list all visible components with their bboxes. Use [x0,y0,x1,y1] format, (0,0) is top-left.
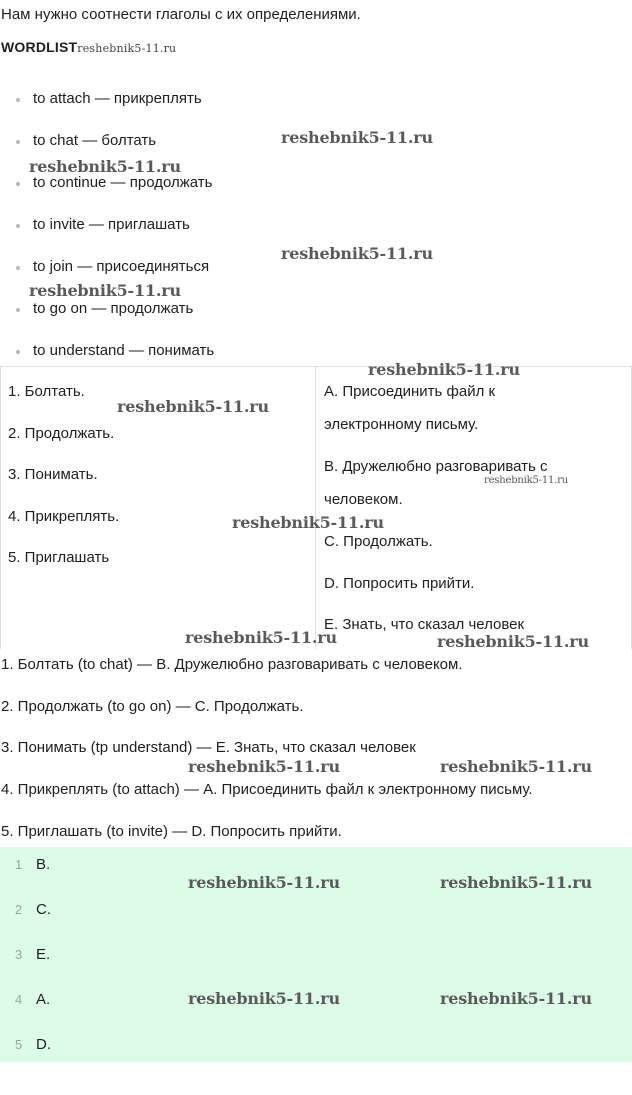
wordlist-item: to go on — продолжать [33,300,194,317]
watermark: reshebnik5-11.ru [29,281,181,300]
answer-key-number: 1 [15,857,23,872]
answer-key-letter: B. [36,856,51,873]
wordlist-item: to understand — понимать [33,342,215,359]
watermark: reshebnik5-11.ru [440,873,592,892]
intro-text: Нам нужно соотнести глаголы с их определениями. [1,6,361,23]
matching-table [0,366,632,649]
answer-key-number: 3 [15,947,23,962]
watermark: reshebnik5-11.ru [188,989,340,1008]
watermark: reshebnik5-11.ru [185,628,337,647]
table-cell: E. Знать, что сказал человек [324,616,525,633]
wordlist-item: to join — присоединяться [33,258,210,275]
answer-key-number: 2 [15,902,23,917]
answer-line: 5. Приглашать (to invite) — D. Попросить прийти. [1,823,342,840]
table-cell: 1. Болтать. [8,383,85,400]
watermark: reshebnik5-11.ru [437,632,589,651]
watermark: reshebnik5-11.ru [188,757,340,776]
heading-title: WORDLIST [1,39,78,55]
wordlist-item: to attach — прикреплять [33,90,202,107]
watermark: reshebnik5-11.ru [232,513,384,532]
table-cell: 2. Продолжать. [8,425,115,442]
watermark: reshebnik5-11.ru [29,157,181,176]
answer-line: 4. Прикреплять (to attach) — A. Присоединить файл к электронному письму. [1,781,533,798]
watermark: reshebnik5-11.ru [188,873,340,892]
answer-key-letter: A. [36,991,51,1008]
table-col-definitions [315,367,632,649]
watermark: reshebnik5-11.ru [440,989,592,1008]
wordlist-item: to continue — продолжать [33,174,213,191]
watermark: reshebnik5-11.ru [281,244,433,263]
heading-site: reshebnik5-11.ru [77,42,177,55]
table-cell: 3. Понимать. [8,466,98,483]
answer-key-number: 5 [15,1037,23,1052]
wordlist-item: to invite — приглашать [33,216,190,233]
table-cell: D. Попросить прийти. [324,575,475,592]
table-cell: человеком. [324,491,403,508]
watermark: reshebnik5-11.ru [368,360,520,379]
table-cell: B. Дружелюбно разговаривать с [324,458,548,475]
answer-line: 3. Понимать (tp understand) — E. Знать, что сказал человек [1,739,416,756]
watermark: reshebnik5-11.ru [117,397,269,416]
table-cell: A. Присоединить файл к [324,383,496,400]
wordlist-item: to chat — болтать [33,132,157,149]
table-cell: 4. Прикреплять. [8,508,120,525]
watermark: reshebnik5-11.ru [484,475,568,486]
watermark: reshebnik5-11.ru [281,128,433,147]
answer-line: 1. Болтать (to chat) — B. Дружелюбно разговаривать с человеком. [1,656,463,673]
answer-line: 2. Продолжать (to go on) — C. Продолжать. [1,698,304,715]
answer-key-letter: C. [36,901,51,918]
answer-key-letter: E. [36,946,51,963]
answer-key-letter: D. [36,1036,51,1053]
watermark: reshebnik5-11.ru [440,757,592,776]
table-cell: электронному письму. [324,416,479,433]
wordlist-heading [1,39,176,55]
table-cell: 5. Приглашать [8,549,110,566]
table-cell: C. Продолжать. [324,533,433,550]
answer-key-number: 4 [15,992,23,1007]
